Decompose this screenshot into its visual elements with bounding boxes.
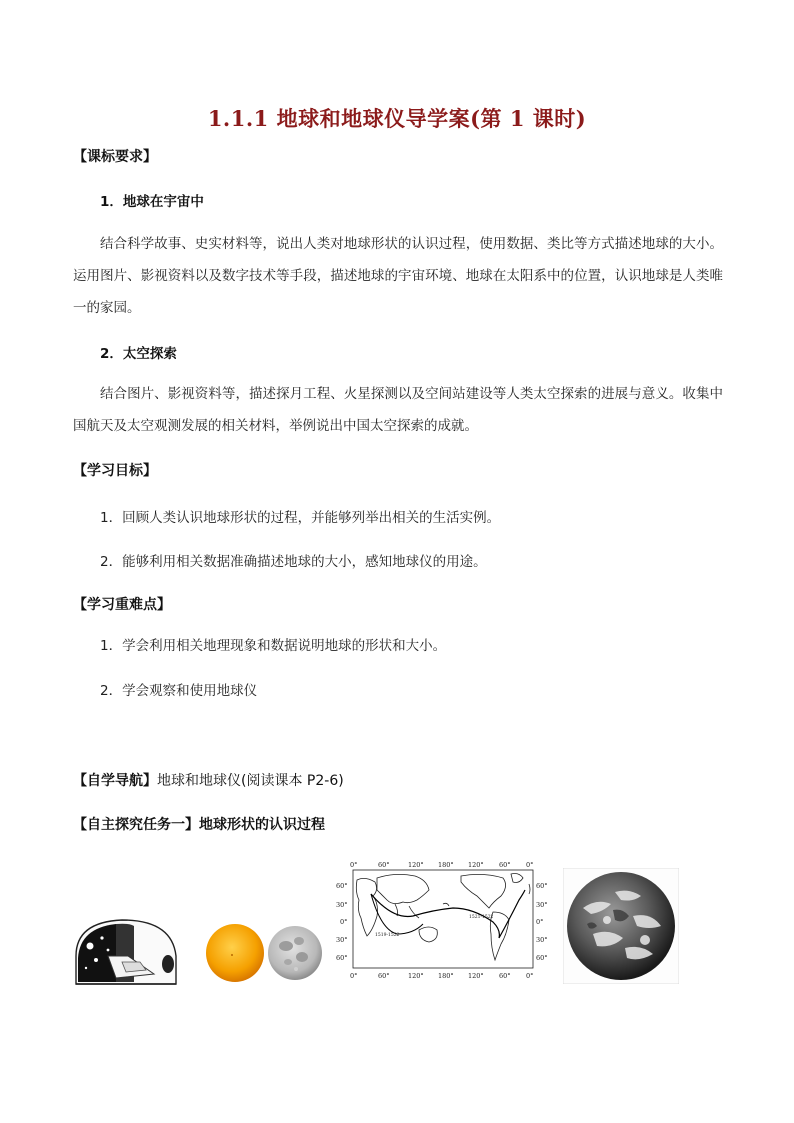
map-right-tick: 30°: [536, 936, 548, 944]
map-top-ticks: [350, 861, 533, 869]
map-top-tick: 0°: [526, 861, 534, 869]
ancient-dome-heaven-image: [72, 916, 178, 986]
sun-image: [204, 922, 266, 984]
subheading-earth-in-universe: 1．地球在宇宙中: [100, 194, 204, 210]
map-right-tick: 0°: [536, 918, 544, 926]
section-self-nav: [73, 770, 344, 790]
map-right-ticks: [536, 882, 548, 962]
map-right-tick: 30°: [536, 901, 548, 909]
map-bottom-ticks: [350, 972, 533, 980]
section-task-one: 【自主探究任务一】地球形状的认识过程: [73, 817, 325, 833]
map-top-tick: 180°: [438, 861, 454, 869]
map-bottom-tick: 120°: [468, 972, 484, 980]
map-left-tick: 30°: [336, 936, 348, 944]
self-nav-text: 地球和地球仪(阅读课本 P2-6): [157, 773, 344, 789]
map-top-tick: 0°: [350, 861, 358, 869]
moon-image: [266, 924, 324, 982]
key-point-item-1: 1．学会利用相关地理现象和数据说明地球的形状和大小。: [100, 638, 447, 654]
map-left-tick: 0°: [340, 918, 348, 926]
section-key-points: 【学习重难点】: [73, 597, 171, 613]
subheading-space-exploration: 2．太空探索: [100, 346, 177, 362]
map-bottom-tick: 60°: [499, 972, 511, 980]
map-right-tick: 60°: [536, 882, 548, 890]
map-bottom-tick: 0°: [526, 972, 534, 980]
key-point-item-2: 2．学会观察和使用地球仪: [100, 683, 258, 699]
paragraph-space-exploration: 结合图片、影视资料等，描述探月工程、火星探测以及空间站建设等人类太空探索的进展与意义。收集中国航天及太空观测发展的相关材料，举例说出中国太空探索的成就。: [73, 386, 723, 434]
map-top-tick: 120°: [468, 861, 484, 869]
goal-item-1: 1．回顾人类认识地球形状的过程，并能够列举出相关的生活实例。: [100, 510, 501, 526]
map-top-tick: 60°: [499, 861, 511, 869]
earth-from-space-image: [563, 868, 679, 984]
map-left-tick: 30°: [336, 901, 348, 909]
map-left-ticks: [336, 882, 348, 962]
map-top-tick: 60°: [378, 861, 390, 869]
map-right-tick: 60°: [536, 954, 548, 962]
paragraph-earth-in-universe: 结合科学故事、史实材料等，说出人类对地球形状的认识过程，使用数据、类比等方式描述地球的大小。运用图片、影视资料以及数字技术等手段，描述地球的宇宙环境、地球在太阳系中的位置，认识地球是人类唯一的家园。: [73, 236, 723, 316]
self-nav-label: 【自学导航】: [73, 773, 157, 789]
map-bottom-tick: 180°: [438, 972, 454, 980]
section-standards: 【课标要求】: [73, 149, 157, 165]
map-left-tick: 60°: [336, 882, 348, 890]
route-label-b: 1521-1522: [469, 915, 494, 920]
map-top-tick: 120°: [408, 861, 424, 869]
section-goals: 【学习目标】: [73, 463, 157, 479]
magellan-voyage-map: [333, 860, 551, 984]
map-left-tick: 60°: [336, 954, 348, 962]
map-bottom-tick: 120°: [408, 972, 424, 980]
goal-item-2: 2．能够利用相关数据准确描述地球的大小，感知地球仪的用途。: [100, 554, 487, 570]
map-bottom-tick: 60°: [378, 972, 390, 980]
page-title: 1.1.1 地球和地球仪导学案(第 1 课时): [207, 106, 587, 131]
route-label-a: 1519-1522: [375, 933, 400, 938]
map-bottom-tick: 0°: [350, 972, 358, 980]
